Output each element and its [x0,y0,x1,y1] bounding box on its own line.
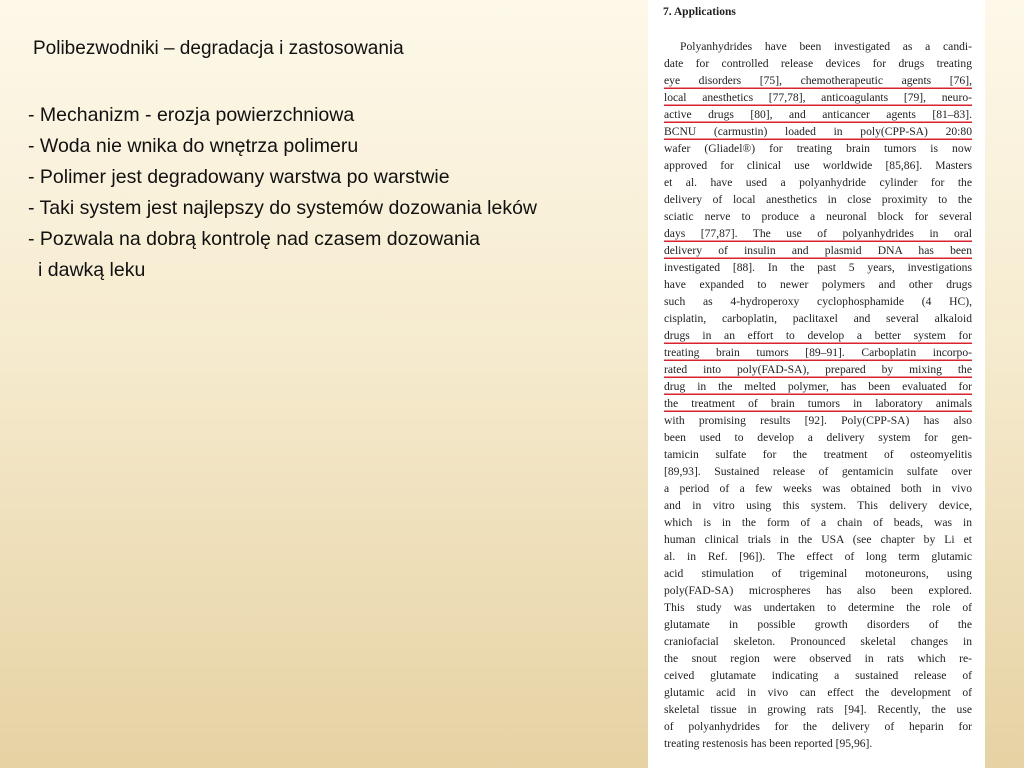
paper-line-highlighted: delivery of insulin and plasmid DNA has been [664,244,972,257]
paper-line: craniofacial skeleton. Pronounced skeletal changes in [664,635,972,648]
paper-section-heading: 7. Applications [663,6,736,18]
paper-line-highlighted: days [77,87]. The use of polyanhydrides in oral [664,227,972,240]
paper-line: of polyanhydrides for the delivery of heparin for [664,720,972,733]
paper-line: such as 4-hydroperoxy cyclophosphamide (4 HC), [664,295,972,308]
paper-line: which is in the form of a chain of beads, was in [664,516,972,529]
paper-body [664,38,972,752]
paper-line: approved for clinical use worldwide [85,86]. Masters [664,159,972,172]
paper-line: a period of a few weeks was obtained both in vivo [664,482,972,495]
paper-line: sciatic nerve to produce a neuronal block for several [664,210,972,223]
paper-line: al. in Ref. [96]). The effect of long term glutamic [664,550,972,563]
paper-line: skeletal tissue in growing rats [94]. Recently, the use [664,703,972,716]
bullet-layer-degradation: - Polimer jest degradowany warstwa po warstwie [28,166,450,188]
bullet-dosing-control-continued: i dawką leku [38,259,146,281]
paper-line-highlighted: local anesthetics [77,78], anticoagulants [79], neuro- [664,91,972,104]
paper-line: ceived glutamate indicating a sustained release of [664,669,972,682]
paper-line: have expanded to newer polymers and other drugs [664,278,972,291]
paper-line: delivery of local anesthetics in close proximity to the [664,193,972,206]
bullet-water: - Woda nie wnika do wnętrza polimeru [28,135,359,157]
paper-line: tamicin sulfate for the treatment of osteomyelitis [664,448,972,461]
paper-line-highlighted: rated into poly(FAD-SA), prepared by mixing the [664,363,972,376]
paper-line: date for controlled release devices for drugs treating [664,57,972,70]
paper-excerpt [648,0,985,768]
paper-line: wafer (Gliadel®) for treating brain tumors is now [664,142,972,155]
paper-line-highlighted: the treatment of brain tumors in laboratory animals [664,397,972,410]
paper-line: treating restenosis has been reported [95,96]. [664,737,873,750]
slide-title: Polibezwodniki – degradacja i zastosowania [33,38,404,59]
paper-line: human clinical trials in the USA (see chapter by Li et [664,533,972,546]
paper-line: Polyanhydrides have been investigated as a candi- [680,40,972,53]
paper-line-highlighted: drug in the melted polymer, has been evaluated for [664,380,972,393]
bullet-mechanism: - Mechanizm - erozja powierzchniowa [28,104,355,126]
paper-line: [89,93]. Sustained release of gentamicin sulfate over [664,465,972,478]
paper-line: glutamate in possible growth disorders of the [664,618,972,631]
paper-line: poly(FAD-SA) microspheres has also been explored. [664,584,972,597]
bullet-dosing-control: - Pozwala na dobrą kontrolę nad czasem dozowania [28,228,481,250]
paper-line: been used to develop a delivery system for gen- [664,431,972,444]
paper-line: investigated [88]. In the past 5 years, investigations [664,261,972,274]
paper-line: et al. have used a polyanhydride cylinder for the [664,176,972,189]
paper-line-highlighted: active drugs [80], and anticancer agents [81–83]. [664,108,972,121]
paper-line: and in vitro using this system. This delivery device, [664,499,972,512]
paper-line-highlighted: treating brain tumors [89–91]. Carboplatin incorpo- [664,346,972,359]
bullet-drug-delivery: - Taki system jest najlepszy do systemów dozowania leków [28,197,538,219]
paper-line-highlighted: BCNU (carmustin) loaded in poly(CPP-SA) 20:80 [664,125,972,138]
paper-line: cisplatin, carboplatin, paclitaxel and several alkaloid [664,312,972,325]
paper-line: with promising results [92]. Poly(CPP-SA) has also [664,414,972,427]
paper-line-highlighted: eye disorders [75], chemotherapeutic agents [76], [664,74,972,87]
paper-line: the snout region were observed in rats which re- [664,652,972,665]
bullet-list [28,100,537,286]
paper-line: This study was undertaken to determine the role of [664,601,972,614]
paper-line: glutamic acid in vivo can effect the development of [664,686,972,699]
paper-line-highlighted: drugs in an effort to develop a better system for [664,329,972,342]
paper-line: acid stimulation of trigeminal motoneurons, using [664,567,972,580]
